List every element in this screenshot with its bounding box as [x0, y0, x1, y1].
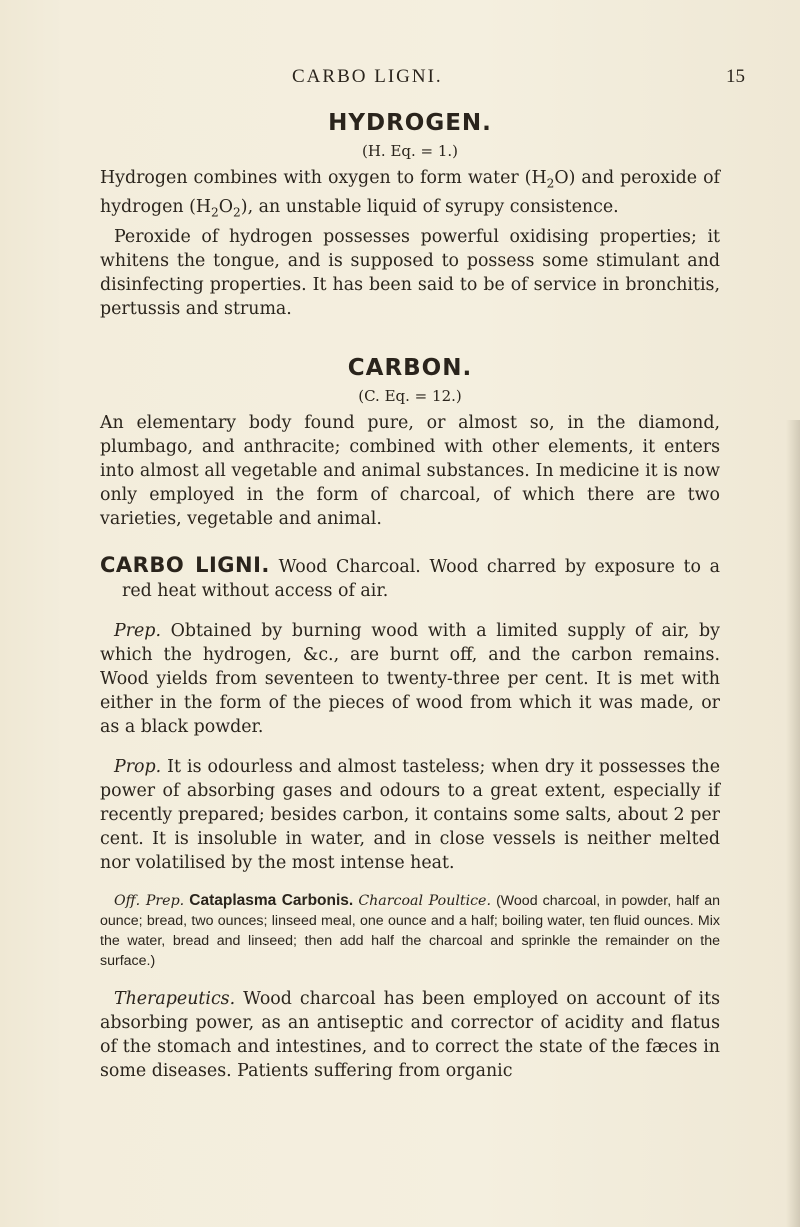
text-run: O — [218, 197, 234, 218]
off-prep-paragraph — [100, 891, 720, 971]
carbon-section — [100, 355, 720, 531]
therapeutics-label: Therapeutics. — [114, 988, 236, 1009]
text-run: O) and peroxide of hydrogen (H — [100, 168, 720, 218]
hydrogen-equivalent: (H. Eq. = 1.) — [361, 142, 459, 160]
hydrogen-paragraph-2: Peroxide of hydrogen possesses powerful oxidising properties; it whitens the tongue, and is supposed to possess some stimulant and disinfecting properties. It has been said to be of service in bronchitis, pertussis and struma. — [100, 226, 720, 319]
off-prep-label: Off. Prep. — [114, 892, 185, 909]
subscript: 2 — [211, 205, 219, 220]
hydrogen-heading: HYDROGEN. — [328, 110, 492, 136]
carbo-ligni-section — [100, 553, 720, 1083]
therapeutics-text: Wood charcoal has been employed on account of its absorbing power, as an antiseptic and corrector of acidity and flatus of the stomach and intestines, and to correct the state of the fæces in some diseases. Patients suffering from organic — [100, 988, 720, 1081]
prop-paragraph — [100, 755, 720, 875]
therapeutics-paragraph — [100, 987, 720, 1083]
carbo-ligni-title: CARBO LIGNI. — [100, 552, 270, 577]
prep-text: Obtained by burning wood with a limited supply of air, by which the hydrogen, &c., are burnt off, and the carbon remains. Wood yields from seventeen to twenty-three per cent. It is met with either in the form of the pieces of wood from which it was made, or as a black powder. — [100, 620, 720, 737]
page-number: 15 — [726, 66, 745, 87]
page-body — [100, 110, 720, 1083]
carbo-ligni-intro — [100, 553, 720, 603]
carbo-ligni-intro-text: Wood Charcoal. Wood charred by exposure to a red heat without access of air. — [122, 556, 720, 601]
page-edge-shadow — [786, 420, 800, 1227]
running-head — [0, 66, 800, 96]
subscript: 2 — [546, 176, 555, 191]
prop-label: Prop. — [114, 756, 162, 777]
text-run: ), an unstable liquid of syrupy consistence. — [240, 197, 619, 218]
carbon-paragraph: An elementary body found pure, or almost so, in the diamond, plumbago, and anthracite; combined with other elements, it enters into almost all vegetable and animal substances. In medicine it is now only employed in the form of charcoal, of which there are two varieties, vegetable and animal. — [100, 412, 720, 529]
off-prep-text: (Wood charcoal, in powder, half an ounce; bread, two ounces; linseed meal, one ounce and a half; boiling water, ten fluid ounces. Mix the water, bread and linseed; then add half the charcoal and sprinkle the remainder on the surface.) — [100, 892, 720, 969]
running-title: CARBO LIGNI. — [292, 66, 443, 87]
carbon-heading: CARBON. — [347, 354, 473, 381]
hydrogen-paragraph-1 — [100, 166, 720, 225]
off-prep-name: Cataplasma Carbonis. — [189, 891, 354, 909]
carbon-equivalent: (C. Eq. = 12.) — [358, 386, 462, 405]
prep-label: Prep. — [114, 620, 161, 641]
subscript: 2 — [233, 205, 241, 220]
prep-paragraph — [100, 619, 720, 739]
off-prep-alt-name: Charcoal Poultice. — [358, 892, 491, 909]
text-run: Hydrogen combines with oxygen to form water (H — [100, 168, 547, 188]
prop-text: It is odourless and almost tasteless; when dry it possesses the power of absorbing gases and odours to a great extent, especially if recently prepared; besides carbon, it contains some salts, about 2 per cent. It is insoluble in water, and in close vessels is neither melted nor volatilised by the most intense heat. — [100, 756, 721, 873]
hydrogen-section — [100, 110, 720, 321]
